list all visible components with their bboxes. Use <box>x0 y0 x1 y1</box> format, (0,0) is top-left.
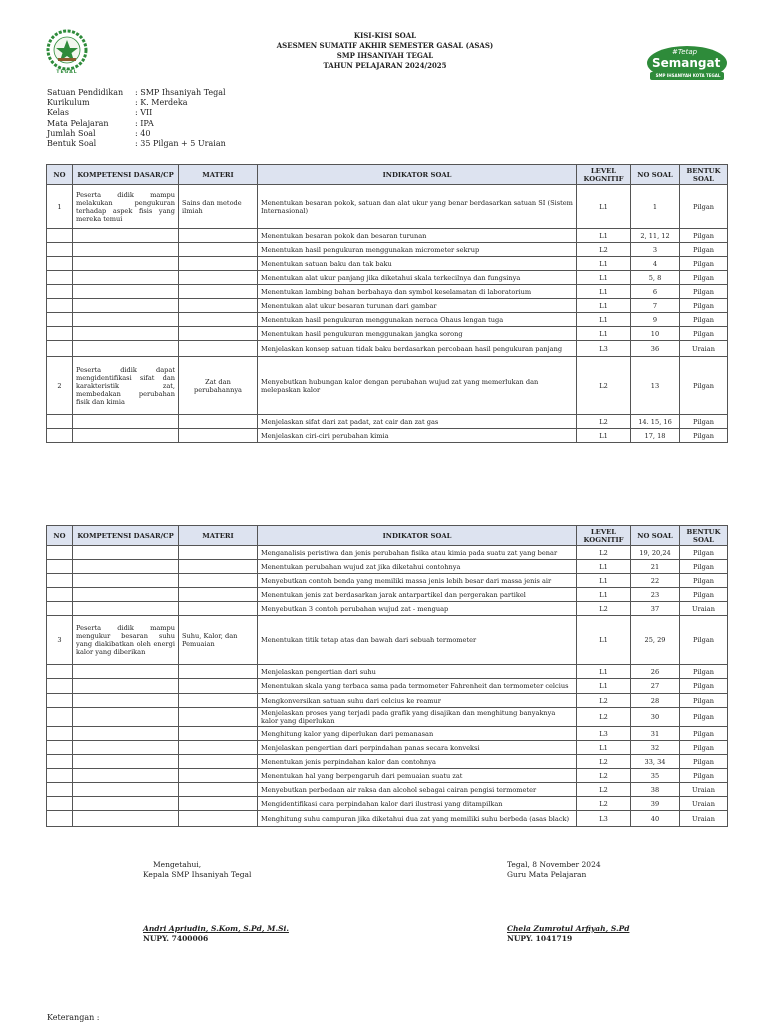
cell-bentuk: Pilgan <box>680 546 728 560</box>
cell-materi <box>179 708 258 727</box>
signature-left <box>143 860 251 880</box>
cell-kompetensi <box>73 327 179 341</box>
cell-nosoal: 17, 18 <box>631 429 680 443</box>
cell-kompetensi <box>73 546 179 560</box>
cell-bentuk: Uraian <box>680 341 728 357</box>
cell-no <box>47 243 73 257</box>
cell-materi <box>179 243 258 257</box>
cell-materi <box>179 429 258 443</box>
table-row <box>47 727 728 741</box>
column-header-level: LEVEL KOGNITIF <box>577 165 631 185</box>
cell-no: 1 <box>47 185 73 229</box>
cell-no <box>47 741 73 755</box>
cell-no <box>47 727 73 741</box>
cell-level: L1 <box>577 185 631 229</box>
cell-level: L1 <box>577 313 631 327</box>
cell-level: L1 <box>577 257 631 271</box>
table-row <box>47 616 728 665</box>
table-row <box>47 327 728 341</box>
cell-materi <box>179 783 258 797</box>
info-value: : K. Merdeka <box>135 98 188 108</box>
info-label: Bentuk Soal <box>47 139 97 149</box>
cell-kompetensi <box>73 271 179 285</box>
cell-materi <box>179 271 258 285</box>
cell-level: L1 <box>577 229 631 243</box>
cell-bentuk: Pilgan <box>680 313 728 327</box>
cell-nosoal: 19, 20,24 <box>631 546 680 560</box>
column-header-indikator: INDIKATOR SOAL <box>258 526 577 546</box>
cell-no <box>47 429 73 443</box>
cell-no <box>47 679 73 694</box>
cell-nosoal: 9 <box>631 313 680 327</box>
cell-materi: Suhu, Kalor, dan Pemuaian <box>179 616 258 665</box>
info-label: Kurikulum <box>47 98 90 108</box>
cell-level: L2 <box>577 755 631 769</box>
cell-no <box>47 574 73 588</box>
info-label: Satuan Pendidikan <box>47 88 124 97</box>
cell-kompetensi <box>73 769 179 783</box>
cell-kompetensi <box>73 257 179 271</box>
cell-kompetensi <box>73 602 179 616</box>
cell-no <box>47 694 73 708</box>
cell-indikator: Menentukan hasil pengukuran menggunakan neraca Ohaus lengan tuga <box>258 313 577 327</box>
table-row <box>47 694 728 708</box>
cell-materi <box>179 285 258 299</box>
cell-kompetensi <box>73 783 179 797</box>
cell-no <box>47 560 73 574</box>
cell-bentuk: Pilgan <box>680 299 728 313</box>
cell-level: L1 <box>577 588 631 602</box>
cell-level: L1 <box>577 560 631 574</box>
cell-nosoal: 40 <box>631 811 680 827</box>
cell-materi <box>179 588 258 602</box>
info-value: : 40 <box>135 128 151 138</box>
cell-kompetensi <box>73 797 179 811</box>
cell-no <box>47 271 73 285</box>
cell-nosoal: 10 <box>631 327 680 341</box>
cell-materi <box>179 299 258 313</box>
cell-indikator: Menghitung kalor yang diperlukan dari pemanasan <box>258 727 577 741</box>
cell-nosoal: 13 <box>631 357 680 415</box>
cell-kompetensi: Peserta didik mampu mengukur besaran suhu yang diakibatkan oleh energi kalor yang diberikan <box>73 616 179 665</box>
column-header-no: NO <box>47 165 73 185</box>
cell-kompetensi <box>73 299 179 313</box>
cell-level: L2 <box>577 769 631 783</box>
cell-materi <box>179 679 258 694</box>
cell-no <box>47 257 73 271</box>
signature-right-name <box>507 924 629 944</box>
cell-bentuk: Pilgan <box>680 741 728 755</box>
tetap-semangat-logo <box>646 44 728 82</box>
sign-left-line1: Mengetahui, <box>153 860 202 869</box>
cell-no <box>47 415 73 429</box>
cell-no <box>47 602 73 616</box>
info-value: : 35 Pilgan + 5 Uraian <box>135 139 226 149</box>
cell-nosoal: 27 <box>631 679 680 694</box>
cell-nosoal: 23 <box>631 588 680 602</box>
cell-materi <box>179 811 258 827</box>
table-row <box>47 665 728 679</box>
table-row <box>47 243 728 257</box>
cell-indikator: Menentukan hasil pengukuran menggunakan micrometer sekrup <box>258 243 577 257</box>
sign-left-line2: Kepala SMP Ihsaniyah Tegal <box>143 870 252 879</box>
logo-right-text-3: SMP IHSANIYAH KOTA TEGAL <box>655 73 721 78</box>
cell-kompetensi: Peserta didik mampu melakukan pengukuran terhadap aspek fisis yang mereka temui <box>73 185 179 229</box>
cell-kompetensi <box>73 574 179 588</box>
cell-level: L1 <box>577 299 631 313</box>
info-label: Kelas <box>47 108 69 118</box>
cell-level: L1 <box>577 741 631 755</box>
cell-kompetensi <box>73 285 179 299</box>
cell-bentuk: Pilgan <box>680 727 728 741</box>
column-header-no: NO <box>47 526 73 546</box>
cell-level: L3 <box>577 727 631 741</box>
cell-indikator: Menghitung suhu campuran jika diketahui dua zat yang memiliki suhu berbeda (asas black) <box>258 811 577 827</box>
logo-right-text-2: Semangat <box>652 56 721 70</box>
cell-materi: Sains dan metode ilmiah <box>179 185 258 229</box>
cell-indikator: Menjelaskan pengertian dari suhu <box>258 665 577 679</box>
cell-level: L2 <box>577 546 631 560</box>
column-header-nosoal: NO SOAL <box>631 526 680 546</box>
cell-bentuk: Pilgan <box>680 769 728 783</box>
cell-nosoal: 6 <box>631 285 680 299</box>
info-value: : SMP Ihsaniyah Tegal <box>135 88 226 97</box>
table-row <box>47 769 728 783</box>
cell-indikator: Menentukan alat ukur besaran turunan dari gambar <box>258 299 577 313</box>
column-header-bentuk: BENTUK SOAL <box>680 165 728 185</box>
cell-materi <box>179 327 258 341</box>
cell-kompetensi <box>73 694 179 708</box>
cell-level: L1 <box>577 327 631 341</box>
cell-nosoal: 31 <box>631 727 680 741</box>
logo-right-text-1: #Tetap <box>672 48 698 56</box>
signature-right <box>507 860 601 880</box>
cell-level: L1 <box>577 285 631 299</box>
cell-no <box>47 769 73 783</box>
cell-indikator: Menjelaskan ciri-ciri perubahan kimia <box>258 429 577 443</box>
cell-indikator: Menyebutkan perbedaan air raksa dan alcohol sebagai cairan pengisi termometer <box>258 783 577 797</box>
cell-materi <box>179 415 258 429</box>
info-label: Mata Pelajaran <box>47 118 109 128</box>
table-row <box>47 811 728 827</box>
cell-nosoal: 21 <box>631 560 680 574</box>
table-row <box>47 546 728 560</box>
info-row <box>47 88 226 98</box>
table-row <box>47 285 728 299</box>
logo-left-caption: TEGAL <box>56 70 78 75</box>
cell-kompetensi <box>73 708 179 727</box>
cell-bentuk: Pilgan <box>680 574 728 588</box>
cell-bentuk: Pilgan <box>680 243 728 257</box>
table-row <box>47 341 728 357</box>
cell-level: L2 <box>577 797 631 811</box>
column-header-materi: MATERI <box>179 165 258 185</box>
info-label: Jumlah Soal <box>47 128 96 138</box>
cell-bentuk: Pilgan <box>680 357 728 415</box>
column-header-bentuk: BENTUK SOAL <box>680 526 728 546</box>
cell-no <box>47 299 73 313</box>
cell-kompetensi <box>73 313 179 327</box>
cell-indikator: Menentukan skala yang terbaca sama pada termometer Fahrenheit dan termometer celcius <box>258 679 577 694</box>
cell-bentuk: Uraian <box>680 783 728 797</box>
cell-bentuk: Pilgan <box>680 588 728 602</box>
info-row <box>47 98 226 108</box>
table-row <box>47 429 728 443</box>
cell-bentuk: Uraian <box>680 811 728 827</box>
cell-indikator: Menjelaskan proses yang terjadi pada grafik yang disajikan dan menghitung banyaknya kalor yang diperlukan <box>258 708 577 727</box>
cell-bentuk: Uraian <box>680 797 728 811</box>
cell-kompetensi <box>73 679 179 694</box>
cell-indikator: Mengidentifikasi cara perpindahan kalor dari ilustrasi yang ditampilkan <box>258 797 577 811</box>
cell-kompetensi <box>73 741 179 755</box>
cell-no <box>47 665 73 679</box>
cell-bentuk: Pilgan <box>680 285 728 299</box>
cell-indikator: Menentukan besaran pokok dan besaran turunan <box>258 229 577 243</box>
cell-materi <box>179 694 258 708</box>
cell-level: L3 <box>577 811 631 827</box>
sign-left-name: Andri Apriudin, S.Kom, S.Pd, M.Si. <box>143 924 289 933</box>
cell-materi <box>179 755 258 769</box>
cell-bentuk: Pilgan <box>680 271 728 285</box>
info-value: : IPA <box>135 118 154 128</box>
cell-materi <box>179 313 258 327</box>
cell-nosoal: 22 <box>631 574 680 588</box>
cell-indikator: Menentukan jenis perpindahan kalor dan contohnya <box>258 755 577 769</box>
table-row <box>47 708 728 727</box>
cell-nosoal: 37 <box>631 602 680 616</box>
info-row <box>47 119 226 129</box>
cell-nosoal: 33, 34 <box>631 755 680 769</box>
header-line-4: TAHUN PELAJARAN 2024/2025 <box>323 61 447 70</box>
table-row <box>47 357 728 415</box>
cell-indikator: Menyebutkan hubungan kalor dengan perubahan wujud zat yang memerlukan dan melepaskan kalor <box>258 357 577 415</box>
cell-indikator: Menentukan lambing bahan berbahaya dan symbol keselamatan di laboratorium <box>258 285 577 299</box>
cell-indikator: Menyebutkan 3 contoh perubahan wujud zat - menguap <box>258 602 577 616</box>
cell-materi: Zat dan perubahannya <box>179 357 258 415</box>
cell-no <box>47 797 73 811</box>
cell-bentuk: Pilgan <box>680 560 728 574</box>
cell-kompetensi <box>73 429 179 443</box>
table-row <box>47 574 728 588</box>
cell-nosoal: 3 <box>631 243 680 257</box>
table-row <box>47 229 728 243</box>
cell-nosoal: 30 <box>631 708 680 727</box>
table-row <box>47 679 728 694</box>
cell-no <box>47 546 73 560</box>
cell-indikator: Menentukan titik tetap atas dan bawah dari sebuah termometer <box>258 616 577 665</box>
cell-no <box>47 708 73 727</box>
cell-nosoal: 4 <box>631 257 680 271</box>
cell-level: L2 <box>577 357 631 415</box>
cell-bentuk: Pilgan <box>680 708 728 727</box>
cell-nosoal: 36 <box>631 341 680 357</box>
cell-indikator: Menganalisis peristiwa dan jenis perubahan fisika atau kimia pada suatu zat yang benar <box>258 546 577 560</box>
column-header-level: LEVEL KOGNITIF <box>577 526 631 546</box>
cell-level: L1 <box>577 271 631 285</box>
cell-nosoal: 35 <box>631 769 680 783</box>
sign-left-nupy: NUPY. 7400006 <box>143 934 209 943</box>
cell-materi <box>179 602 258 616</box>
cell-no <box>47 229 73 243</box>
cell-indikator: Menjelaskan konsep satuan tidak baku berdasarkan percobaan hasil pengukuran panjang <box>258 341 577 357</box>
cell-kompetensi: Peserta didik dapat mengidentifikasi sifat dan karakteristik zat, membedakan perubahan fisik dan kimia <box>73 357 179 415</box>
document-header <box>180 31 590 71</box>
cell-nosoal: 38 <box>631 783 680 797</box>
cell-bentuk: Pilgan <box>680 429 728 443</box>
cell-materi <box>179 769 258 783</box>
cell-kompetensi <box>73 727 179 741</box>
cell-level: L1 <box>577 616 631 665</box>
cell-no: 3 <box>47 616 73 665</box>
table-row <box>47 588 728 602</box>
cell-indikator: Menjelaskan pengertian dari perpindahan panas secara konveksi <box>258 741 577 755</box>
cell-kompetensi <box>73 341 179 357</box>
cell-bentuk: Pilgan <box>680 679 728 694</box>
cell-materi <box>179 546 258 560</box>
table-row <box>47 185 728 229</box>
cell-bentuk: Pilgan <box>680 415 728 429</box>
column-header-nosoal: NO SOAL <box>631 165 680 185</box>
cell-bentuk: Uraian <box>680 602 728 616</box>
cell-level: L2 <box>577 602 631 616</box>
cell-level: L2 <box>577 783 631 797</box>
table-row <box>47 313 728 327</box>
column-header-materi: MATERI <box>179 526 258 546</box>
info-row <box>47 108 226 118</box>
cell-bentuk: Pilgan <box>680 616 728 665</box>
cell-kompetensi <box>73 560 179 574</box>
table-row <box>47 415 728 429</box>
cell-no: 2 <box>47 357 73 415</box>
cell-indikator: Menentukan besaran pokok, satuan dan alat ukur yang benar berdasarkan satuan SI (Sistem Internasional) <box>258 185 577 229</box>
signature-left-name <box>143 924 289 944</box>
cell-nosoal: 25, 29 <box>631 616 680 665</box>
cell-bentuk: Pilgan <box>680 755 728 769</box>
document-info <box>47 88 226 149</box>
keterangan-label: Keterangan : <box>47 1013 100 1022</box>
cell-materi <box>179 229 258 243</box>
school-logo-left <box>38 28 96 78</box>
table-row <box>47 797 728 811</box>
header-line-1: KISI-KISI SOAL <box>353 31 417 40</box>
table-row <box>47 271 728 285</box>
cell-kompetensi <box>73 588 179 602</box>
cell-indikator: Mengkonversikan satuan suhu dari celcius ke reamur <box>258 694 577 708</box>
cell-indikator: Menentukan hal yang berpengaruh dari pemuaian suatu zat <box>258 769 577 783</box>
kisi-kisi-table-1 <box>46 164 728 443</box>
table-row <box>47 783 728 797</box>
info-row <box>47 129 226 139</box>
cell-no <box>47 341 73 357</box>
kisi-kisi-table-2 <box>46 525 728 827</box>
cell-indikator: Menentukan satuan baku dan tak baku <box>258 257 577 271</box>
cell-materi <box>179 341 258 357</box>
table-row <box>47 755 728 769</box>
cell-nosoal: 1 <box>631 185 680 229</box>
cell-level: L1 <box>577 665 631 679</box>
cell-bentuk: Pilgan <box>680 665 728 679</box>
table-row <box>47 741 728 755</box>
cell-kompetensi <box>73 243 179 257</box>
cell-bentuk: Pilgan <box>680 229 728 243</box>
cell-bentuk: Pilgan <box>680 694 728 708</box>
header-line-3: SMP IHSANIYAH TEGAL <box>336 51 434 60</box>
info-row <box>47 139 226 149</box>
cell-no <box>47 588 73 602</box>
cell-no <box>47 755 73 769</box>
cell-level: L3 <box>577 341 631 357</box>
cell-bentuk: Pilgan <box>680 257 728 271</box>
cell-materi <box>179 741 258 755</box>
cell-kompetensi <box>73 755 179 769</box>
cell-nosoal: 32 <box>631 741 680 755</box>
sign-right-line2: Guru Mata Pelajaran <box>507 870 587 879</box>
cell-nosoal: 28 <box>631 694 680 708</box>
cell-level: L1 <box>577 429 631 443</box>
cell-level: L1 <box>577 679 631 694</box>
cell-level: L2 <box>577 415 631 429</box>
cell-level: L2 <box>577 708 631 727</box>
cell-kompetensi <box>73 229 179 243</box>
cell-indikator: Menjelaskan sifat dari zat padat, zat cair dan zat gas <box>258 415 577 429</box>
cell-no <box>47 811 73 827</box>
cell-bentuk: Pilgan <box>680 327 728 341</box>
table-row <box>47 602 728 616</box>
column-header-kd: KOMPETENSI DASAR/CP <box>73 165 179 185</box>
table-row <box>47 257 728 271</box>
cell-materi <box>179 727 258 741</box>
cell-nosoal: 5, 8 <box>631 271 680 285</box>
cell-nosoal: 26 <box>631 665 680 679</box>
cell-materi <box>179 574 258 588</box>
cell-nosoal: 7 <box>631 299 680 313</box>
cell-nosoal: 2, 11, 12 <box>631 229 680 243</box>
cell-indikator: Menyebutkan contoh benda yang memiliki massa jenis lebih besar dari massa jenis air <box>258 574 577 588</box>
column-header-indikator: INDIKATOR SOAL <box>258 165 577 185</box>
cell-indikator: Menentukan jenis zat berdasarkan jarak antarpartikel dan pergerakan partikel <box>258 588 577 602</box>
info-value: : VII <box>135 108 153 118</box>
sign-right-nupy: NUPY. 1041719 <box>507 934 573 943</box>
header-line-2: ASESMEN SUMATIF AKHIR SEMESTER GASAL (ASAS) <box>276 41 494 50</box>
sign-right-name: Chela Zumrotul Arfiyah, S.Pd <box>507 924 630 933</box>
cell-no <box>47 327 73 341</box>
cell-indikator: Menentukan alat ukur panjang jika diketahui skala terkecilnya dan fungsinya <box>258 271 577 285</box>
cell-nosoal: 39 <box>631 797 680 811</box>
cell-materi <box>179 665 258 679</box>
cell-kompetensi <box>73 415 179 429</box>
table-row <box>47 299 728 313</box>
cell-no <box>47 313 73 327</box>
cell-level: L2 <box>577 243 631 257</box>
cell-no <box>47 783 73 797</box>
cell-level: L1 <box>577 574 631 588</box>
cell-kompetensi <box>73 811 179 827</box>
cell-kompetensi <box>73 665 179 679</box>
sign-right-line1: Tegal, 8 November 2024 <box>507 860 601 869</box>
cell-nosoal: 14. 15, 16 <box>631 415 680 429</box>
table-row <box>47 560 728 574</box>
cell-level: L2 <box>577 694 631 708</box>
cell-materi <box>179 560 258 574</box>
cell-indikator: Menentukan perubahan wujud zat jika diketahui contohnya <box>258 560 577 574</box>
cell-no <box>47 285 73 299</box>
cell-bentuk: Pilgan <box>680 185 728 229</box>
column-header-kd: KOMPETENSI DASAR/CP <box>73 526 179 546</box>
cell-materi <box>179 257 258 271</box>
cell-materi <box>179 797 258 811</box>
cell-indikator: Menentukan hasil pengukuran menggunakan jangka sorong <box>258 327 577 341</box>
